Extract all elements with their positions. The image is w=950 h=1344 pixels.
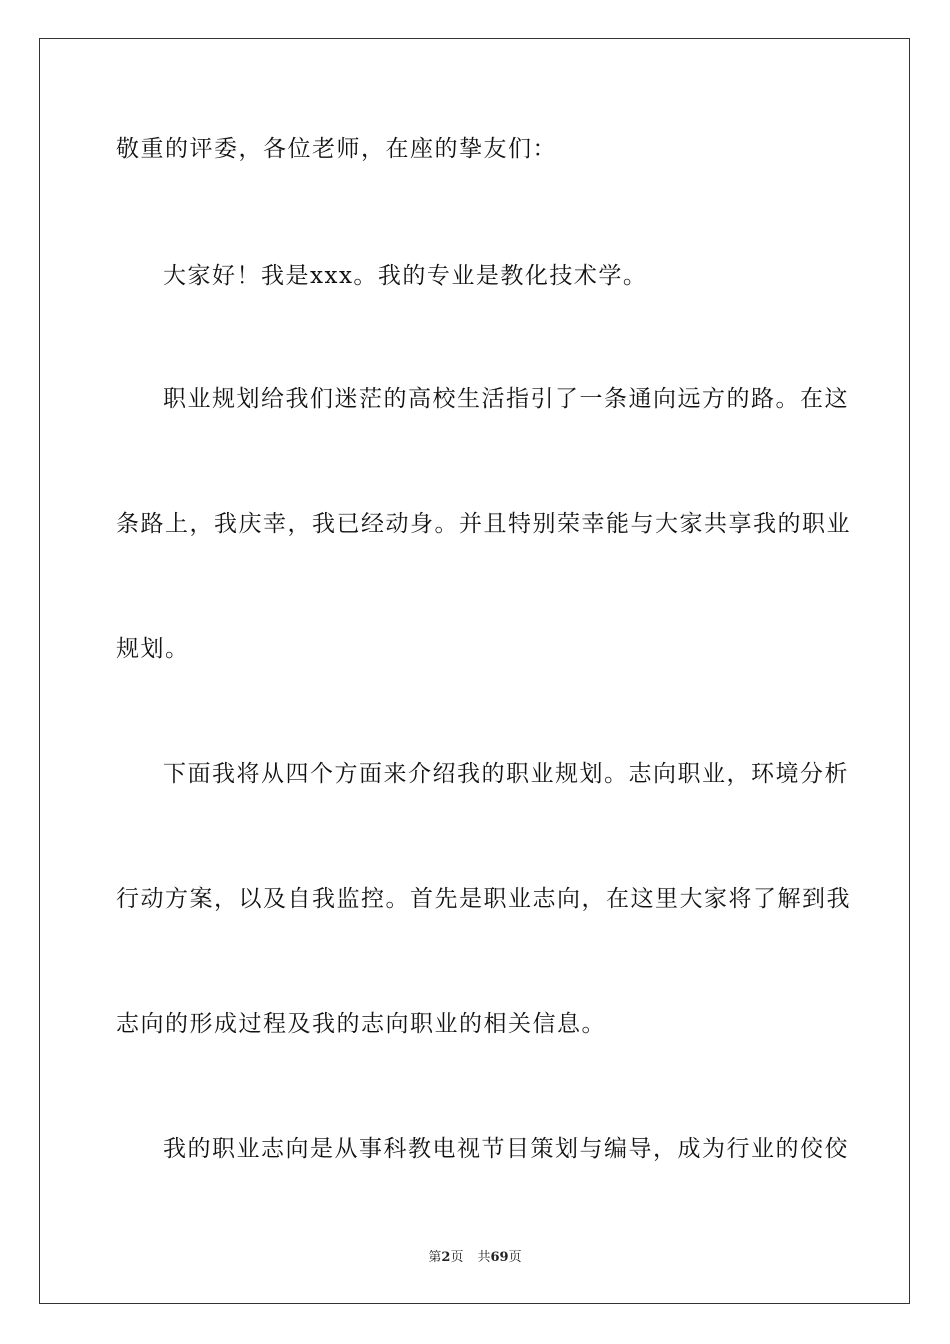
paragraph-line: 我的职业志向是从事科教电视节目策划与编导，成为行业的佼佼 [163, 1136, 849, 1162]
paragraph-line: 下面我将从四个方面来介绍我的职业规划。志向职业，环境分析 [163, 761, 849, 787]
paragraph-line: 规划。 [116, 636, 190, 662]
page-number: 2 [441, 1250, 451, 1265]
total-prefix: 共 [477, 1250, 491, 1265]
page-border [39, 38, 910, 1304]
paragraph-line: 志向的形成过程及我的志向职业的相关信息。 [116, 1011, 606, 1037]
page-footer [0, 1246, 950, 1265]
greeting-line: 大家好！我是xxx。我的专业是教化技术学。 [163, 263, 648, 289]
page-prefix: 第 [428, 1250, 442, 1265]
salutation-line: 敬重的评委，各位老师，在座的挚友们： [116, 136, 557, 162]
total-pages: 69 [490, 1250, 509, 1265]
paragraph-line: 条路上，我庆幸，我已经动身。并且特别荣幸能与大家共享我的职业 [116, 511, 851, 537]
total-suffix: 页 [508, 1250, 522, 1265]
page-suffix: 页 [450, 1250, 464, 1265]
paragraph-line: 行动方案，以及自我监控。首先是职业志向，在这里大家将了解到我 [116, 886, 851, 912]
paragraph-line: 职业规划给我们迷茫的高校生活指引了一条通向远方的路。在这 [163, 386, 849, 412]
